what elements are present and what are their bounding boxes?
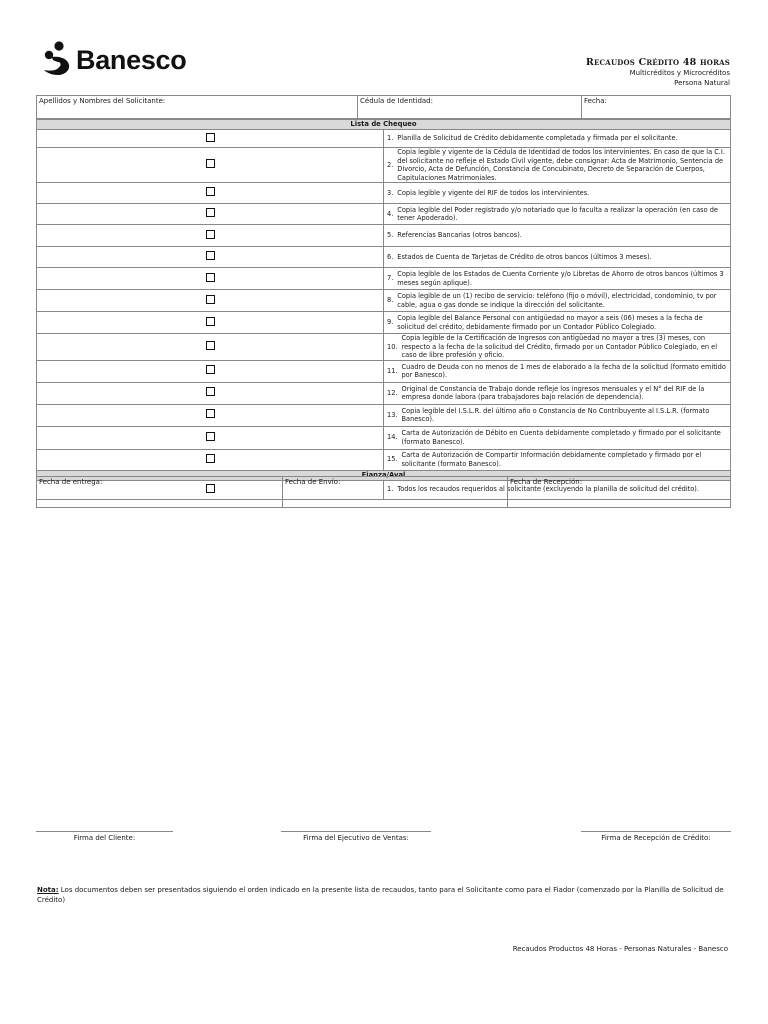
delivery-date-label: Fecha de entrega: bbox=[39, 478, 103, 486]
applicant-name-field[interactable] bbox=[37, 96, 357, 118]
checklist-title: Lista de Chequeo bbox=[37, 120, 731, 130]
checklist-row bbox=[37, 130, 731, 148]
checkbox-cell bbox=[37, 148, 384, 183]
checklist-row bbox=[37, 449, 731, 470]
item-cell bbox=[384, 426, 731, 449]
item-number: 5. bbox=[387, 231, 394, 240]
item-number: 12. bbox=[387, 388, 398, 397]
checklist-row bbox=[37, 148, 731, 183]
page-footer: Recaudos Productos 48 Horas - Personas Naturales - Banesco bbox=[512, 945, 728, 953]
reception-date-label: Fecha de Recepción: bbox=[510, 478, 583, 486]
checkbox-cell bbox=[37, 268, 384, 290]
item-cell bbox=[384, 268, 731, 290]
item-content bbox=[384, 334, 730, 360]
item-cell bbox=[384, 404, 731, 426]
checkbox-cell bbox=[37, 360, 384, 382]
item-content bbox=[384, 231, 730, 240]
brand-name: Banesco bbox=[76, 44, 187, 75]
item-cell bbox=[384, 247, 731, 268]
item-number: 7. bbox=[387, 274, 394, 283]
checkbox-cell bbox=[37, 130, 384, 148]
client-signature-label: Firma del Cliente: bbox=[73, 834, 136, 842]
item-content bbox=[384, 253, 730, 262]
checkbox-cell bbox=[37, 183, 384, 204]
credit-signature-line[interactable] bbox=[581, 831, 731, 842]
note-label: Nota: bbox=[37, 886, 59, 894]
item-number: 3. bbox=[387, 188, 394, 197]
date-label: Fecha: bbox=[584, 97, 607, 105]
item-number: 2. bbox=[387, 160, 394, 169]
item-cell bbox=[384, 225, 731, 247]
item-text: Copia legible del Balance Personal con antigüedad no mayor a seis (06) meses a la fecha de solicitud del crédito, debidamente firmado por un Contador Público Colegiado. bbox=[397, 314, 703, 331]
checklist-row bbox=[37, 247, 731, 268]
item-cell bbox=[384, 312, 731, 334]
checkbox-cell bbox=[37, 247, 384, 268]
item-number: 11. bbox=[387, 366, 398, 375]
item-content bbox=[384, 385, 730, 402]
item-cell bbox=[384, 204, 731, 225]
client-signature-line[interactable] bbox=[36, 831, 173, 842]
checkbox[interactable] bbox=[206, 230, 215, 239]
item-text: Copia legible y vigente de la Cédula de Identidad de todos los intervinientes. En caso de que la C.I. del solicitante no refleje el Estado Civil vigente, debe consignar: Acta de Matrimonio, Sentencia de Divorcio, Acta de Defunción, Constancia de Concubinato, Decreto de Separación de Cuerpos, Capitulaciones Matrimoniales. bbox=[397, 148, 725, 182]
form-title: Recaudos Crédito 48 horas bbox=[585, 57, 730, 68]
checklist-row bbox=[37, 404, 731, 426]
checkbox-cell bbox=[37, 382, 384, 404]
delivery-date-field[interactable] bbox=[37, 477, 282, 507]
applicant-info-row bbox=[36, 95, 731, 119]
item-cell bbox=[384, 130, 731, 148]
checklist-row bbox=[37, 204, 731, 225]
item-text: Cuadro de Deuda con no menos de 1 mes de elaborado a la fecha de la solicitud (formato emitido por Banesco). bbox=[401, 362, 726, 379]
checkbox[interactable] bbox=[206, 387, 215, 396]
checkbox[interactable] bbox=[206, 341, 215, 350]
item-number: 4. bbox=[387, 209, 394, 218]
item-number: 14. bbox=[387, 433, 398, 442]
item-cell bbox=[384, 360, 731, 382]
item-text: Copia legible del Poder registrado y/o notariado que lo faculta a realizar la operación (en caso de tener Apoderado). bbox=[397, 205, 718, 222]
checkbox[interactable] bbox=[206, 365, 215, 374]
item-text: Referencias Bancarias (otros bancos). bbox=[397, 231, 522, 240]
item-number: 6. bbox=[387, 252, 394, 261]
item-text: Carta de Autorización de Débito en Cuenta debidamente completado y firmado por el solicitante (formato Banesco). bbox=[401, 429, 721, 446]
checklist-row bbox=[37, 268, 731, 290]
item-content bbox=[384, 292, 730, 309]
checkbox-cell bbox=[37, 290, 384, 312]
send-date-field[interactable] bbox=[282, 477, 507, 507]
checkbox[interactable] bbox=[206, 187, 215, 196]
item-number: 10. bbox=[387, 342, 398, 351]
checkbox-cell bbox=[37, 449, 384, 470]
item-text: Todos los recaudos requeridos al solicitante (excluyendo la planilla de solicitud del crédito). bbox=[397, 485, 699, 494]
item-content bbox=[384, 363, 730, 380]
item-number: 9. bbox=[387, 318, 394, 327]
item-content bbox=[384, 407, 730, 424]
checkbox-cell bbox=[37, 225, 384, 247]
checkbox[interactable] bbox=[206, 133, 215, 142]
item-number: 15. bbox=[387, 455, 398, 464]
note-text: Los documentos deben ser presentados siguiendo el orden indicado en la presente lista de recaudos, tanto para el Solicitante como para el Fiador (comenzado por la Planilla de Solicitud de Crédito) bbox=[37, 886, 724, 904]
item-text: Copia legible de un (1) recibo de servicio: teléfono (fijo o móvil), electricidad, condominio, tv por cable, agua o gas donde se indique la dirección del solicitante. bbox=[397, 292, 717, 309]
fianza-title: Fianza/Aval bbox=[37, 470, 731, 480]
checkbox[interactable] bbox=[206, 432, 215, 441]
item-cell bbox=[384, 334, 731, 361]
checkbox[interactable] bbox=[206, 251, 215, 260]
banesco-people-icon bbox=[42, 40, 74, 80]
reception-date-field[interactable] bbox=[507, 477, 730, 507]
form-subtitle-products: Multicréditos y Microcréditos bbox=[629, 69, 730, 77]
item-text: Copia legible de los Estados de Cuenta Corriente y/o Libretas de Ahorro de otros bancos (últimos 3 meses según aplique). bbox=[397, 270, 724, 287]
item-number: 1. bbox=[387, 134, 394, 143]
checkbox[interactable] bbox=[206, 273, 215, 282]
item-content bbox=[384, 429, 730, 446]
checklist-table bbox=[36, 119, 731, 500]
item-content bbox=[384, 148, 730, 182]
id-number-label: Cédula de Identidad: bbox=[360, 97, 433, 105]
checklist-row bbox=[37, 334, 731, 361]
item-content bbox=[384, 189, 730, 198]
checkbox[interactable] bbox=[206, 454, 215, 463]
checkbox-cell bbox=[37, 204, 384, 225]
checklist-row bbox=[37, 312, 731, 334]
form-subtitle-person: Persona Natural bbox=[674, 79, 730, 87]
item-content bbox=[384, 134, 730, 143]
item-cell bbox=[384, 183, 731, 204]
date-field[interactable] bbox=[581, 96, 730, 118]
item-number: 8. bbox=[387, 296, 394, 305]
item-cell bbox=[384, 148, 731, 183]
item-content bbox=[384, 314, 730, 331]
applicant-name-label: Apellidos y Nombres del Solicitante: bbox=[39, 97, 166, 105]
credit-signature-label: Firma de Recepción de Crédito: bbox=[601, 834, 711, 842]
item-content bbox=[384, 451, 730, 468]
checkbox-cell bbox=[37, 404, 384, 426]
item-text: Planilla de Solicitud de Crédito debidamente completada y firmada por el solicitante. bbox=[397, 134, 678, 143]
item-text: Copia legible y vigente del RIF de todos los intervinientes. bbox=[397, 188, 590, 197]
item-content bbox=[384, 206, 730, 223]
item-text: Carta de Autorización de Compartir Información debidamente completado y firmado por el solicitante (formato Banesco). bbox=[401, 451, 702, 468]
item-number: 1. bbox=[387, 485, 394, 494]
banesco-logo bbox=[42, 40, 186, 80]
item-text: Copia legible del I.S.L.R. del último año o Constancia de No Contribuyente al I.S.L.R. (formato Banesco). bbox=[401, 406, 710, 423]
checkbox[interactable] bbox=[206, 208, 215, 217]
note-paragraph bbox=[37, 886, 731, 905]
item-cell bbox=[384, 290, 731, 312]
checkbox[interactable] bbox=[206, 159, 215, 168]
checklist-row bbox=[37, 290, 731, 312]
id-number-field[interactable] bbox=[357, 96, 581, 118]
item-text: Copia legible de la Certificación de Ingresos con antigüedad no mayor a tres (3) meses, con respecto a la fecha de la solicitud del Crédito, firmado por un Contador Público Colegiado, en el caso de libre profesión y oficio. bbox=[401, 334, 718, 359]
checklist-row bbox=[37, 382, 731, 404]
checkbox-cell bbox=[37, 426, 384, 449]
checklist-row bbox=[37, 426, 731, 449]
checkbox[interactable] bbox=[206, 295, 215, 304]
item-cell bbox=[384, 449, 731, 470]
checkbox[interactable] bbox=[206, 409, 215, 418]
item-text: Original de Constancia de Trabajo donde refleje los ingresos mensuales y el N° del RIF de la empresa donde labora (para trabajadores bajo relación de dependencia). bbox=[401, 384, 705, 401]
checkbox-cell bbox=[37, 334, 384, 361]
send-date-label: Fecha de Envío: bbox=[285, 478, 341, 486]
sales-signature-line[interactable] bbox=[281, 831, 431, 842]
item-content bbox=[384, 270, 730, 287]
checklist-row bbox=[37, 183, 731, 204]
dates-row bbox=[36, 476, 731, 508]
item-number: 13. bbox=[387, 410, 398, 419]
checkbox[interactable] bbox=[206, 317, 215, 326]
item-text: Estados de Cuenta de Tarjetas de Crédito de otros bancos (últimos 3 meses). bbox=[397, 252, 652, 261]
checklist-row bbox=[37, 360, 731, 382]
form-header bbox=[586, 57, 730, 88]
checklist-items bbox=[37, 130, 731, 471]
checkbox-cell bbox=[37, 312, 384, 334]
item-cell bbox=[384, 382, 731, 404]
sales-signature-label: Firma del Ejecutivo de Ventas: bbox=[303, 834, 409, 842]
checklist-row bbox=[37, 225, 731, 247]
